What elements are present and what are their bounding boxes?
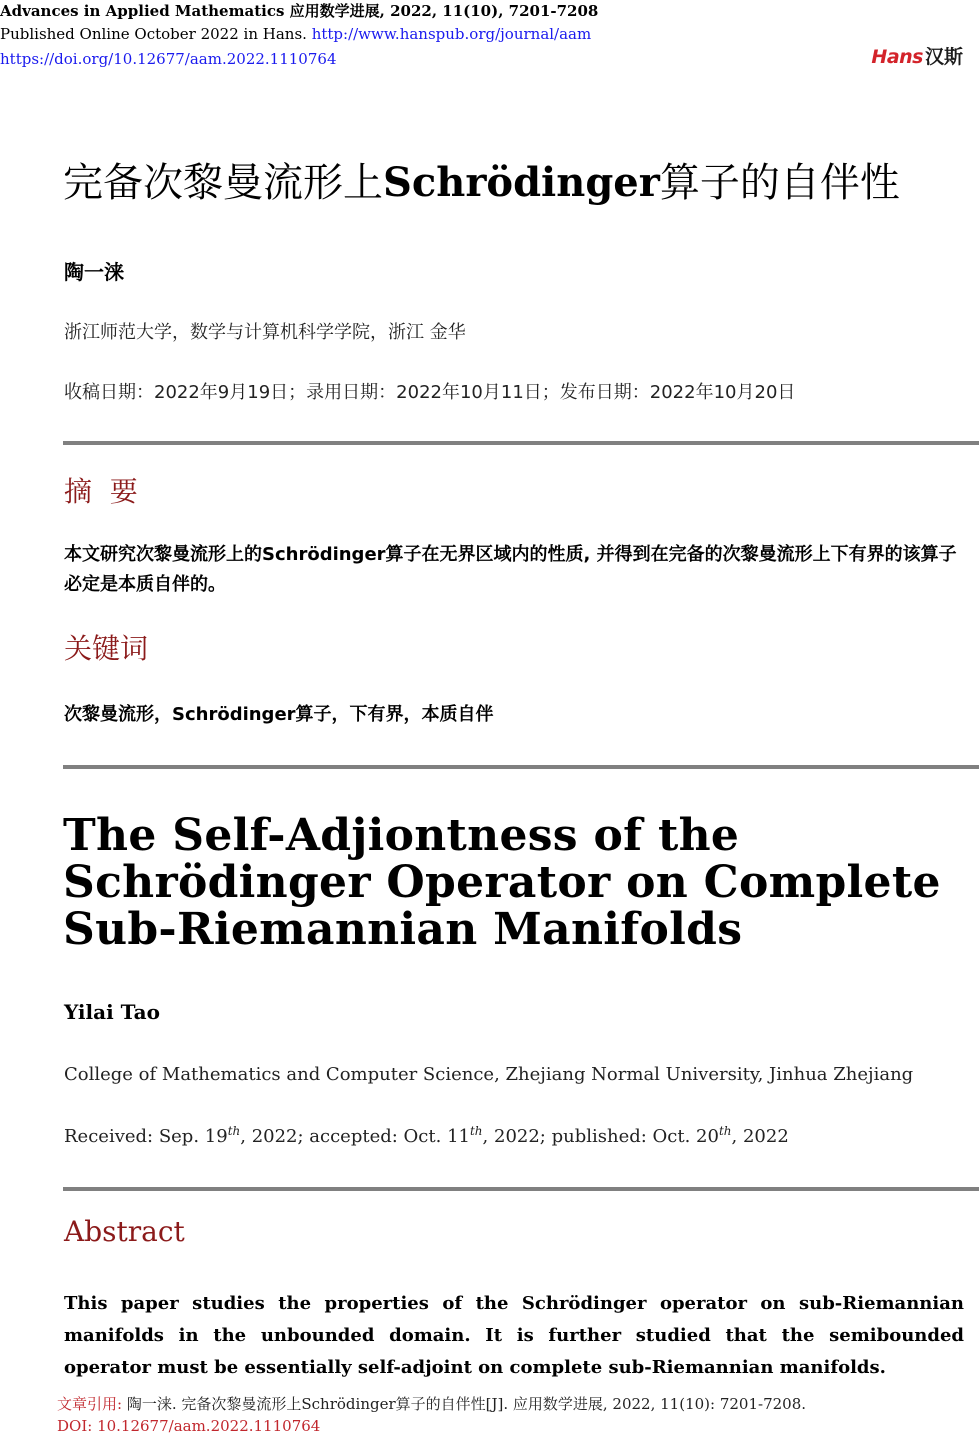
chinese-keywords-heading: 关键词 bbox=[64, 632, 149, 665]
section-divider bbox=[63, 1187, 979, 1191]
section-divider bbox=[63, 765, 979, 769]
published-line bbox=[0, 25, 591, 43]
chinese-title bbox=[63, 158, 900, 208]
citation-block bbox=[57, 1393, 806, 1437]
english-abstract-heading: Abstract bbox=[64, 1215, 185, 1248]
chinese-abstract-text: 本文研究次黎曼流形上的Schrödinger算子在无界区域内的性质, 并得到在完备的次黎曼流形上下有界的该算子必定是本质自伴的。 bbox=[64, 544, 957, 595]
english-title: The Self-Adjiontness of the Schrödinger Operator on Complete Sub-Riemannian Manifolds bbox=[63, 810, 941, 955]
english-dates bbox=[64, 1124, 789, 1147]
hans-logo bbox=[871, 42, 963, 69]
logo-latin: Hans bbox=[871, 46, 923, 68]
citation-label: 文章引用: bbox=[57, 1395, 123, 1413]
accepted-suffix: , 2022; published: Oct. 20 bbox=[482, 1126, 719, 1147]
journal-link[interactable]: http://www.hanspub.org/journal/aam bbox=[311, 25, 592, 43]
logo-cn: 汉斯 bbox=[924, 46, 963, 68]
ordinal-sup: th bbox=[227, 1124, 241, 1138]
english-author: Yilai Tao bbox=[64, 1000, 160, 1024]
published-suffix: , 2022 bbox=[731, 1126, 789, 1147]
received-prefix: Received: Sep. 19 bbox=[64, 1126, 228, 1147]
english-affiliation: College of Mathematics and Computer Science, Zhejiang Normal University, Jinhua Zhejiang bbox=[64, 1064, 914, 1085]
section-divider bbox=[63, 441, 979, 445]
chinese-abstract-heading: 摘 要 bbox=[64, 475, 138, 508]
chinese-dates: 收稿日期：2022年9月19日；录用日期：2022年10月11日；发布日期：2022年10月20日 bbox=[64, 382, 796, 403]
published-prefix: Published Online October 2022 in Hans. bbox=[0, 25, 307, 43]
citation-line bbox=[57, 1393, 806, 1415]
chinese-author: 陶一涞 bbox=[64, 260, 124, 284]
citation-text: 陶一涞. 完备次黎曼流形上Schrödinger算子的自伴性[J]. 应用数学进展, 2022, 11(10): 7201-7208. bbox=[126, 1395, 807, 1413]
citation-doi[interactable]: DOI: 10.12677/aam.2022.1110764 bbox=[57, 1417, 321, 1435]
english-abstract-text: This paper studies the properties of the Schrödinger operator on sub-Riemannian manifolds in the unbounded domain. It is further studied that the semibounded operator must be essentially self-adjoint on complete sub-Riemannian manifolds. bbox=[64, 1293, 964, 1378]
title-cn-post: 算子的自伴性 bbox=[659, 160, 900, 206]
doi-link[interactable]: https://doi.org/10.12677/aam.2022.1110764 bbox=[0, 50, 337, 68]
ordinal-sup: th bbox=[718, 1124, 732, 1138]
title-cn-latin: Schrödinger bbox=[383, 159, 660, 206]
ordinal-sup: th bbox=[469, 1124, 483, 1138]
chinese-affiliation: 浙江师范大学，数学与计算机科学学院，浙江 金华 bbox=[64, 322, 466, 343]
received-suffix: , 2022; accepted: Oct. 11 bbox=[240, 1126, 470, 1147]
chinese-keywords: 次黎曼流形，Schrödinger算子，下有界，本质自伴 bbox=[64, 704, 494, 725]
journal-line: Advances in Applied Mathematics 应用数学进展, 2022, 11(10), 7201-7208 bbox=[0, 2, 599, 20]
title-cn-pre: 完备次黎曼流形上 bbox=[63, 160, 383, 206]
